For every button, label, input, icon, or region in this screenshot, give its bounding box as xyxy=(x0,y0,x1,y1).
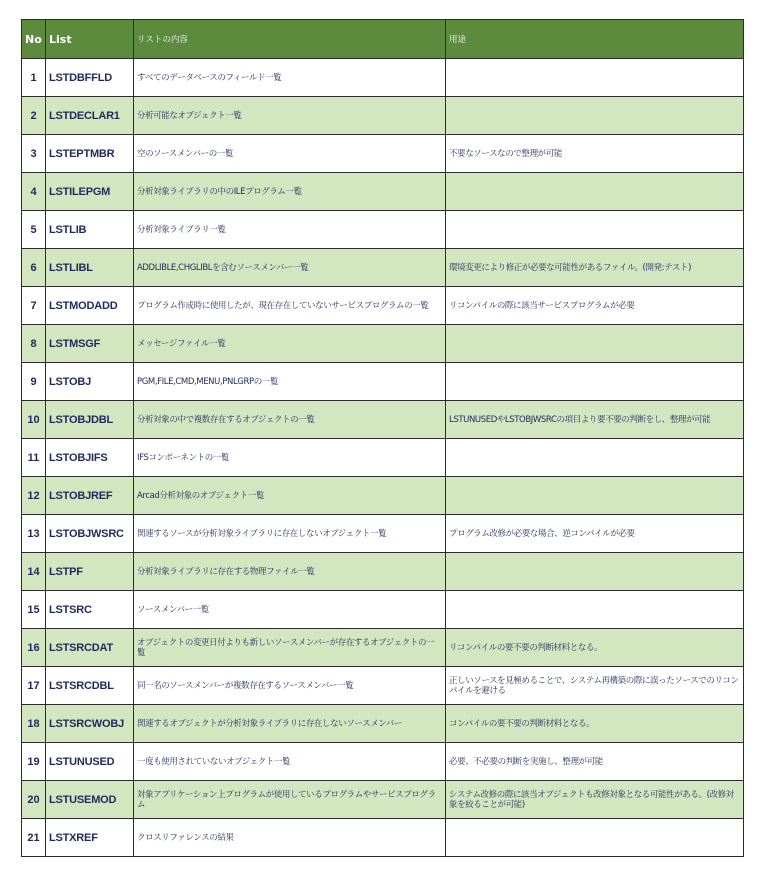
list-name: LSTXREF xyxy=(46,819,134,857)
list-content: 対象アプリケーション上プログラムが使用しているプログラムやサービスプログラム xyxy=(134,781,446,819)
list-content: 同一名のソースメンバーが複数存在するソースメンバー一覧 xyxy=(134,667,446,705)
table-row xyxy=(22,325,744,363)
list-name: LSTEPTMBR xyxy=(46,135,134,173)
header-row xyxy=(22,20,744,59)
list-content: プログラム作成時に使用したが、現在存在していないサービスプログラムの一覧 xyxy=(134,287,446,325)
list-use xyxy=(446,97,744,135)
table-row xyxy=(22,287,744,325)
row-number: 14 xyxy=(22,553,46,591)
list-use xyxy=(446,173,744,211)
row-number: 16 xyxy=(22,629,46,667)
list-name: LSTILEPGM xyxy=(46,173,134,211)
list-name: LSTOBJWSRC xyxy=(46,515,134,553)
table-row xyxy=(22,553,744,591)
row-number: 18 xyxy=(22,705,46,743)
list-use: 環境変更により修正が必要な可能性があるファイル。(開発:テスト) xyxy=(446,249,744,287)
list-name: LSTOBJIFS xyxy=(46,439,134,477)
list-name: LSTDECLAR1 xyxy=(46,97,134,135)
table-row xyxy=(22,705,744,743)
list-content: メッセージファイル一覧 xyxy=(134,325,446,363)
row-number: 2 xyxy=(22,97,46,135)
list-table xyxy=(21,19,744,857)
list-use xyxy=(446,325,744,363)
list-name: LSTDBFFLD xyxy=(46,59,134,97)
list-name: LSTSRCWOBJ xyxy=(46,705,134,743)
table-row xyxy=(22,629,744,667)
list-use: リコンパイルの要不要の判断材料となる。 xyxy=(446,629,744,667)
list-name: LSTSRCDAT xyxy=(46,629,134,667)
list-content: Arcad分析対象のオブジェクト一覧 xyxy=(134,477,446,515)
row-number: 19 xyxy=(22,743,46,781)
table-row xyxy=(22,135,744,173)
list-content: 分析対象ライブラリ一覧 xyxy=(134,211,446,249)
row-number: 15 xyxy=(22,591,46,629)
table-row xyxy=(22,819,744,857)
table-row xyxy=(22,401,744,439)
row-number: 7 xyxy=(22,287,46,325)
list-name: LSTOBJDBL xyxy=(46,401,134,439)
list-use xyxy=(446,211,744,249)
row-number: 5 xyxy=(22,211,46,249)
list-name: LSTUNUSED xyxy=(46,743,134,781)
list-use: コンパイルの要不要の判断材料となる。 xyxy=(446,705,744,743)
list-use xyxy=(446,363,744,401)
list-use xyxy=(446,553,744,591)
list-use: 不要なソースなので整理が可能 xyxy=(446,135,744,173)
table-row xyxy=(22,211,744,249)
table-row xyxy=(22,439,744,477)
list-use: 必要、不必要の判断を実施し、整理が可能 xyxy=(446,743,744,781)
table-row xyxy=(22,363,744,401)
list-content: 分析対象ライブラリの中のILEプログラム一覧 xyxy=(134,173,446,211)
list-use: LSTUNUSEDやLSTOBJWSRCの項目より要不要の判断をし、整理が可能 xyxy=(446,401,744,439)
list-content: ソースメンバー一覧 xyxy=(134,591,446,629)
table-row xyxy=(22,515,744,553)
table-row xyxy=(22,591,744,629)
list-content: クロスリファレンスの結果 xyxy=(134,819,446,857)
list-content: ADDLIBLE,CHGLIBLを含むソースメンバー一覧 xyxy=(134,249,446,287)
list-content: オブジェクトの変更日付よりも新しいソースメンバーが存在するオブジェクトの一覧 xyxy=(134,629,446,667)
list-use xyxy=(446,439,744,477)
row-number: 10 xyxy=(22,401,46,439)
list-content: 関連するソースが分析対象ライブラリに存在しないオブジェクト一覧 xyxy=(134,515,446,553)
table-row xyxy=(22,477,744,515)
list-content: IFSコンポーネントの一覧 xyxy=(134,439,446,477)
table-row xyxy=(22,781,744,819)
table-row xyxy=(22,173,744,211)
list-use xyxy=(446,819,744,857)
list-use xyxy=(446,477,744,515)
list-name: LSTMSGF xyxy=(46,325,134,363)
row-number: 3 xyxy=(22,135,46,173)
list-use: プログラム改修が必要な場合、逆コンパイルが必要 xyxy=(446,515,744,553)
list-content: すべてのデータベースのフィールド一覧 xyxy=(134,59,446,97)
list-content: 分析対象ライブラリに存在する物理ファイル一覧 xyxy=(134,553,446,591)
header-content: リストの内容 xyxy=(134,20,446,59)
header-no: No xyxy=(22,20,46,59)
row-number: 6 xyxy=(22,249,46,287)
list-name: LSTSRCDBL xyxy=(46,667,134,705)
header-list: List xyxy=(46,20,134,59)
row-number: 12 xyxy=(22,477,46,515)
list-name: LSTOBJ xyxy=(46,363,134,401)
row-number: 21 xyxy=(22,819,46,857)
table-row xyxy=(22,97,744,135)
list-name: LSTSRC xyxy=(46,591,134,629)
list-use: システム改修の際に該当オブジェクトも改修対象となる可能性がある。(改修対象を絞ることが可能) xyxy=(446,781,744,819)
list-name: LSTPF xyxy=(46,553,134,591)
list-table-container xyxy=(21,19,743,857)
list-content: 分析対象の中で複数存在するオブジェクトの一覧 xyxy=(134,401,446,439)
list-name: LSTUSEMOD xyxy=(46,781,134,819)
table-header xyxy=(22,20,744,59)
header-use: 用途 xyxy=(446,20,744,59)
table-row xyxy=(22,743,744,781)
list-content: 一度も使用されていないオブジェクト一覧 xyxy=(134,743,446,781)
row-number: 17 xyxy=(22,667,46,705)
list-content: PGM,FILE,CMD,MENU,PNLGRPの一覧 xyxy=(134,363,446,401)
list-use xyxy=(446,591,744,629)
row-number: 9 xyxy=(22,363,46,401)
row-number: 4 xyxy=(22,173,46,211)
row-number: 1 xyxy=(22,59,46,97)
list-name: LSTOBJREF xyxy=(46,477,134,515)
list-content: 関連するオブジェクトが分析対象ライブラリに存在しないソースメンバー xyxy=(134,705,446,743)
row-number: 11 xyxy=(22,439,46,477)
list-name: LSTMODADD xyxy=(46,287,134,325)
list-use: 正しいソースを見極めることで、システム再構築の際に誤ったソースでのリコンパイルを避ける xyxy=(446,667,744,705)
list-content: 空のソースメンバーの一覧 xyxy=(134,135,446,173)
row-number: 8 xyxy=(22,325,46,363)
table-row xyxy=(22,249,744,287)
list-use xyxy=(446,59,744,97)
table-row xyxy=(22,59,744,97)
list-use: リコンパイルの際に該当サービスプログラムが必要 xyxy=(446,287,744,325)
list-name: LSTLIBL xyxy=(46,249,134,287)
row-number: 20 xyxy=(22,781,46,819)
row-number: 13 xyxy=(22,515,46,553)
table-body xyxy=(22,59,744,857)
list-name: LSTLIB xyxy=(46,211,134,249)
table-row xyxy=(22,667,744,705)
list-content: 分析可能なオブジェクト一覧 xyxy=(134,97,446,135)
